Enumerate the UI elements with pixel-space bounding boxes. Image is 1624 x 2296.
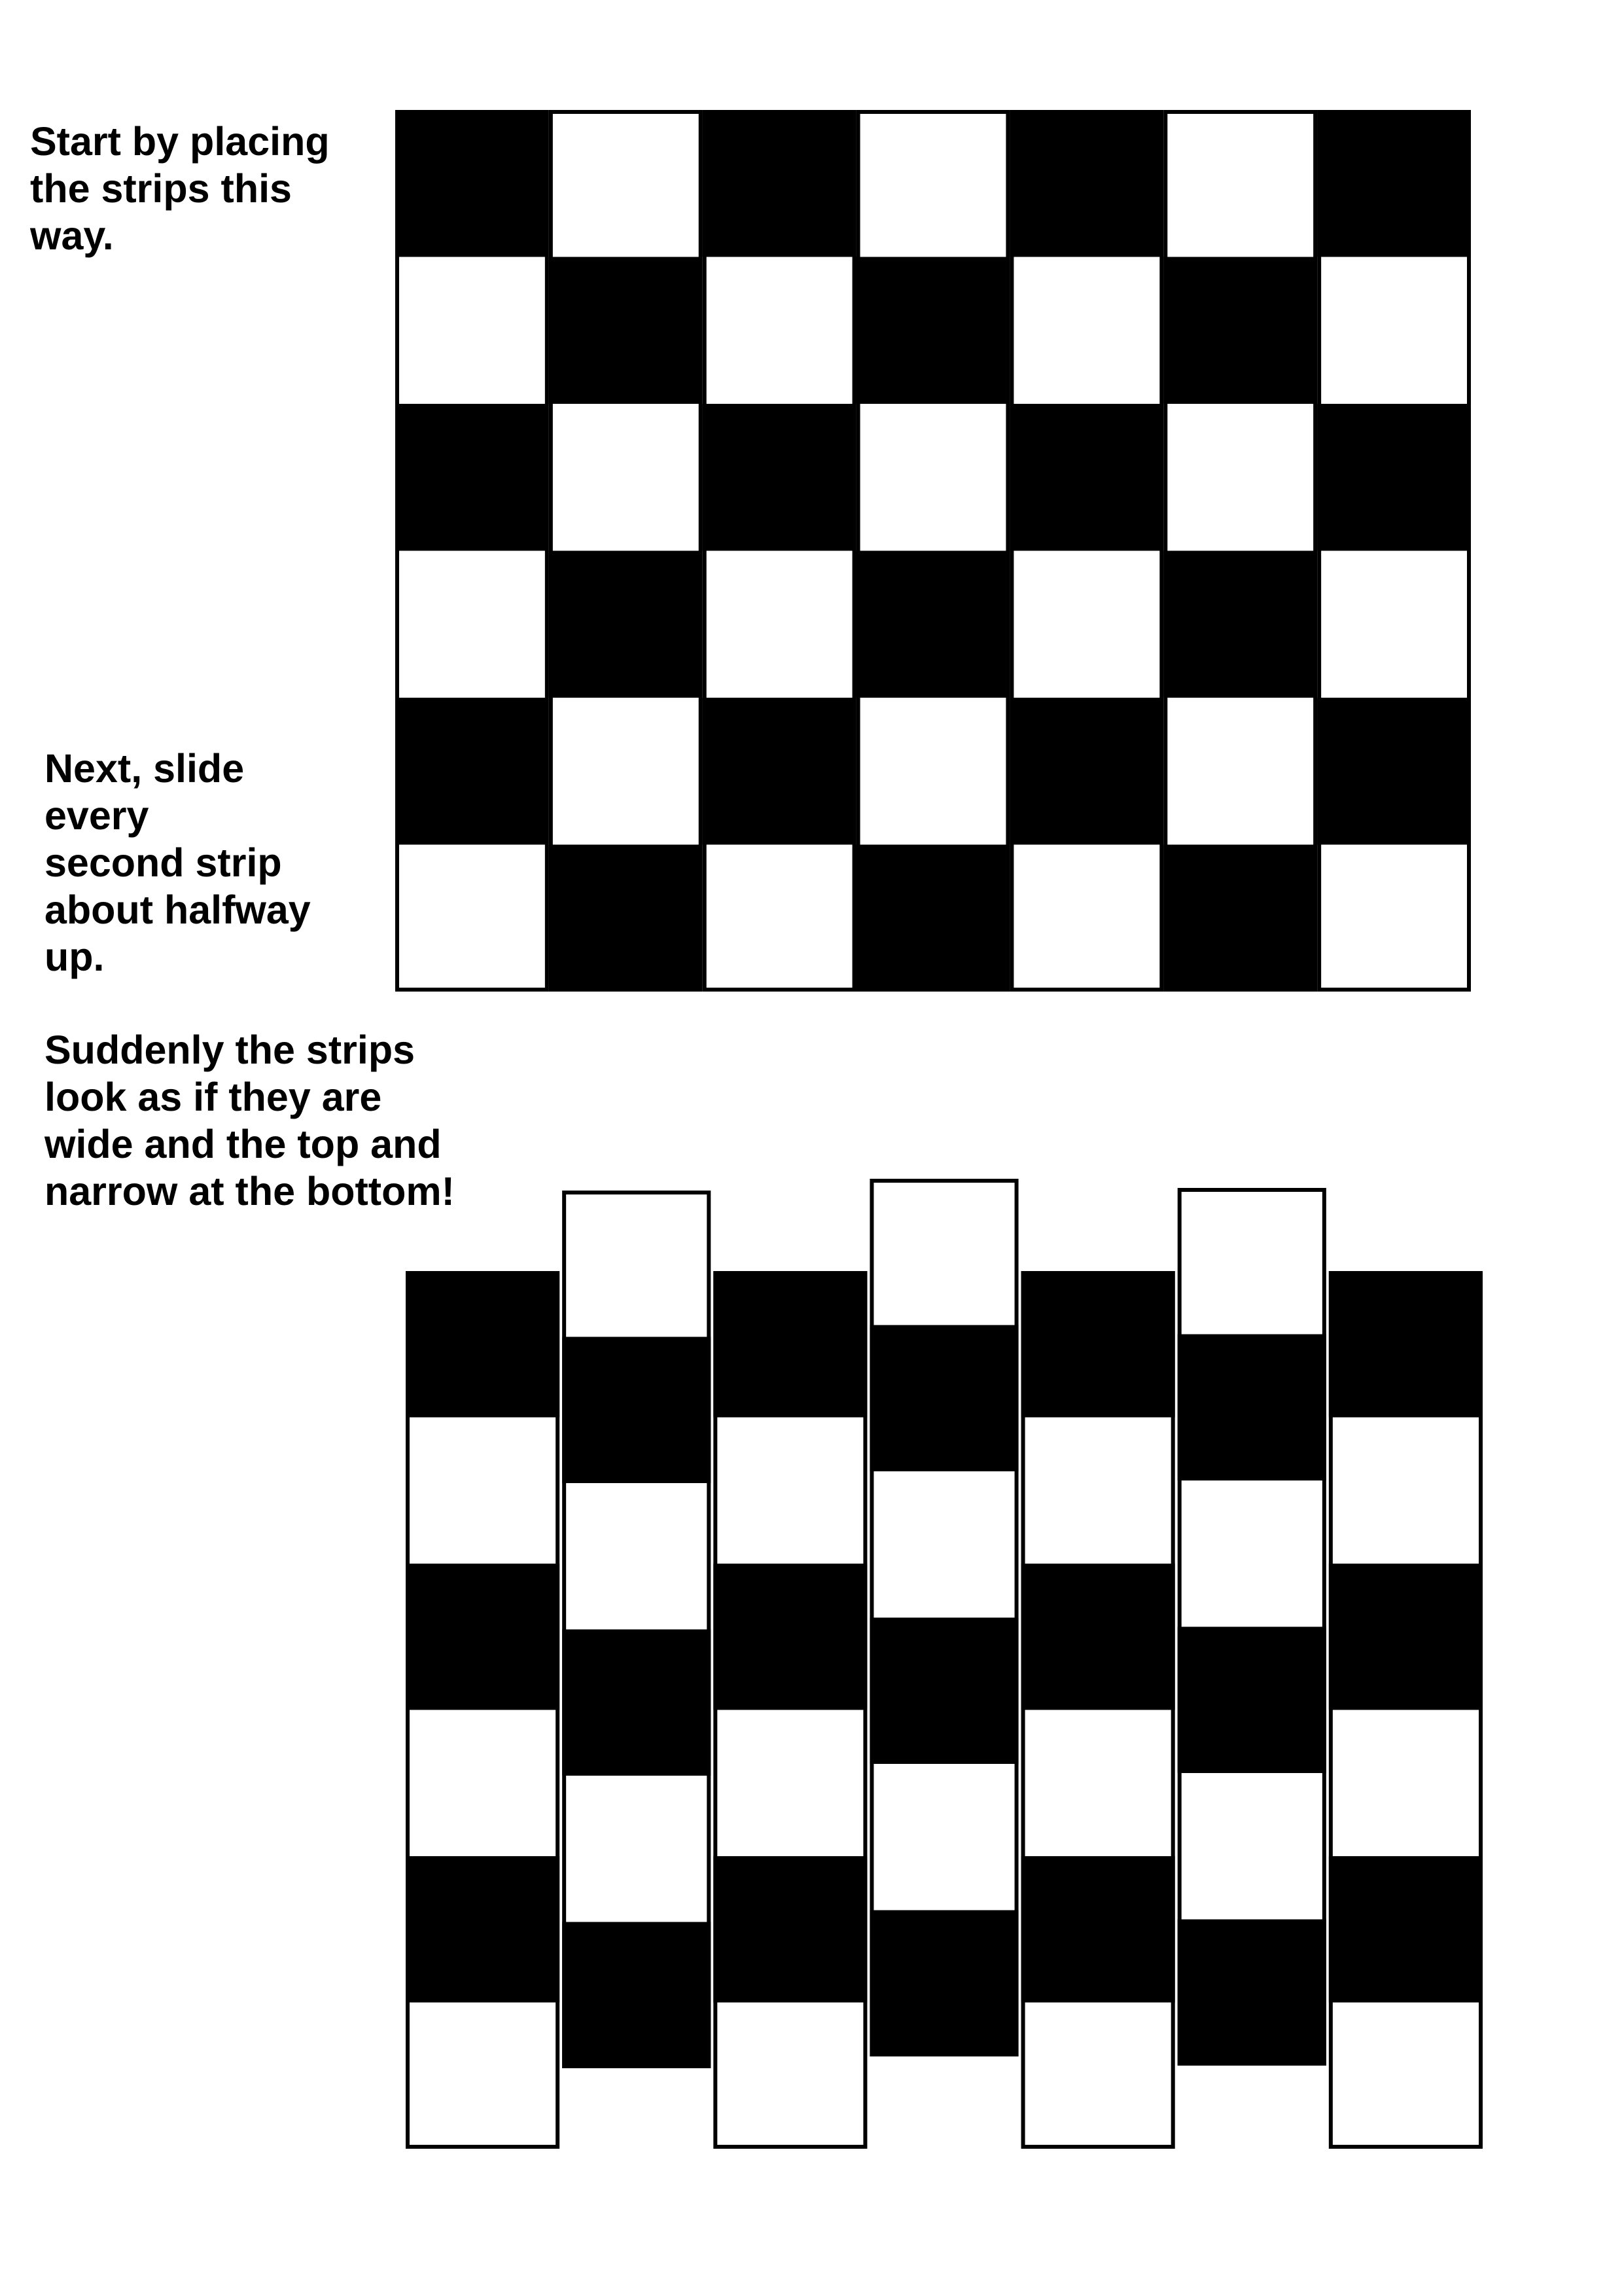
black-cell [1329, 1271, 1483, 1418]
black-cell [1178, 1335, 1326, 1481]
raised-strip-4 [870, 1179, 1018, 2056]
black-cell [1178, 1920, 1326, 2066]
strip-7 [1329, 1271, 1483, 2149]
white-cell [1329, 1710, 1483, 1857]
black-cell [1021, 1856, 1175, 2003]
black-cell [713, 1564, 867, 1710]
white-cell [1329, 1418, 1483, 1564]
strip-5 [1021, 1271, 1175, 2149]
black-cell [1021, 1564, 1175, 1710]
black-cell [713, 1856, 867, 2003]
white-cell [1021, 1710, 1175, 1857]
white-cell [1178, 1480, 1326, 1627]
white-cell [562, 1191, 711, 1337]
black-cell [406, 1564, 559, 1710]
black-cell [562, 1630, 711, 1776]
strip-1 [406, 1271, 559, 2149]
black-cell [562, 1337, 711, 1484]
black-cell [713, 1271, 867, 1418]
white-cell [1021, 2003, 1175, 2149]
black-cell [870, 1618, 1018, 1765]
strip-3 [713, 1271, 867, 2149]
white-cell [1021, 1418, 1175, 1564]
raised-strip-6 [1178, 1188, 1326, 2066]
instruction-next-text: Next, slide every second strip about halfway up. [44, 746, 311, 979]
white-cell [562, 1776, 711, 1922]
white-cell [713, 1710, 867, 1857]
black-cell [870, 1325, 1018, 1472]
white-cell [562, 1483, 711, 1630]
white-cell [406, 1418, 559, 1564]
white-cell [406, 1710, 559, 1857]
white-cell [870, 1764, 1018, 1910]
white-cell [713, 2003, 867, 2149]
black-cell [1021, 1271, 1175, 1418]
black-cell [406, 1271, 559, 1418]
instruction-result-text: Suddenly the strips look as if they are wide and the top and narrow at the bottom! [44, 1028, 455, 1213]
black-cell [406, 1856, 559, 2003]
white-cell [713, 1418, 867, 1564]
black-cell [1329, 1564, 1483, 1710]
black-cell [1178, 1627, 1326, 1774]
white-cell [870, 1179, 1018, 1325]
white-cell [1329, 2003, 1483, 2149]
white-cell [1178, 1188, 1326, 1335]
black-cell [870, 1910, 1018, 2057]
strip-gap-fill [562, 2068, 711, 2149]
black-cell [562, 1922, 711, 2069]
raised-strip-2 [562, 1191, 711, 2068]
white-cell [406, 2003, 559, 2149]
white-cell [870, 1471, 1018, 1618]
strip-gap-fill [1178, 2066, 1326, 2149]
black-cell [1329, 1856, 1483, 2003]
instruction-start-text: Start by placing the strips this way. [30, 119, 330, 258]
white-cell [1178, 1773, 1326, 1920]
strip-gap-fill [870, 2056, 1018, 2149]
